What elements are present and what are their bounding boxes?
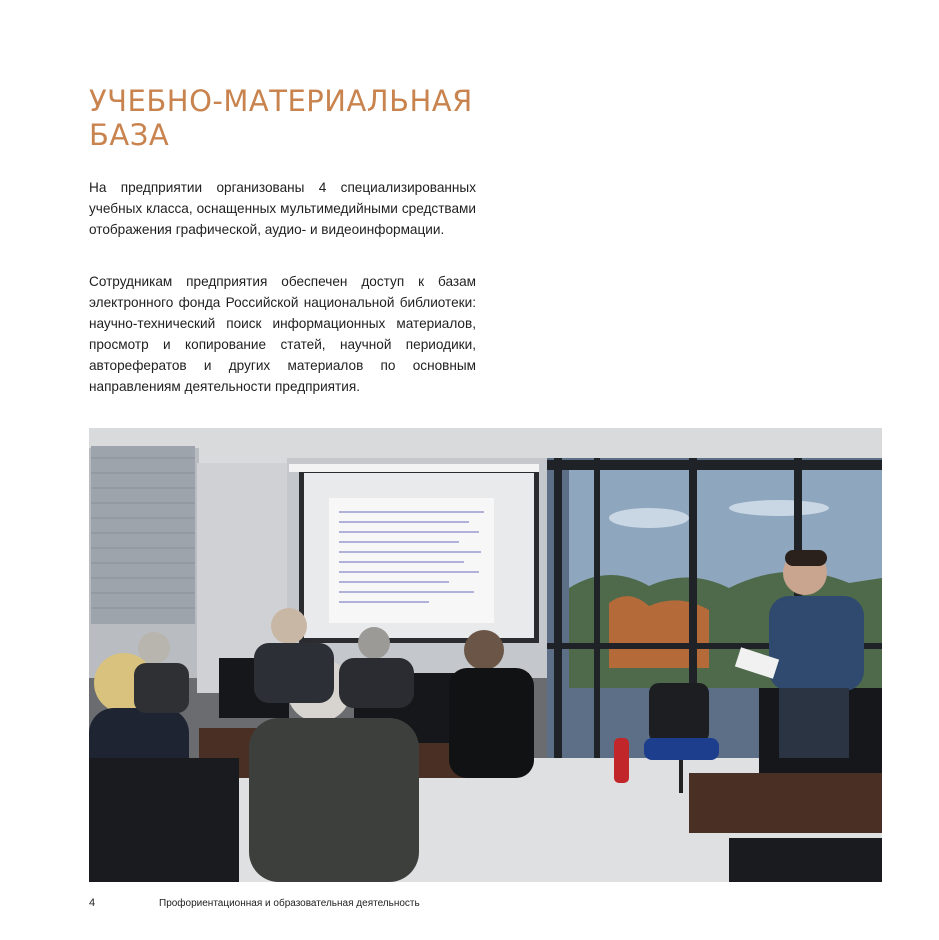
section-heading xyxy=(89,84,473,152)
page-number: 4 xyxy=(89,897,96,909)
paragraph-library-access: Сотрудникам предприятия обеспечен доступ к базам электронного фонда Российской национальной библиотеки: научно-технический поиск информационных материалов, просмотр и копирование статей, научной периодики, авторефератов и других материалов по основным направлениям деятельности предприятия. xyxy=(89,274,476,394)
classroom-photo xyxy=(89,428,882,882)
section-heading-line-2: БАЗА xyxy=(89,118,170,152)
section-heading-line-1: УЧЕБНО-МАТЕРИАЛЬНАЯ xyxy=(89,84,473,118)
footer-section-title: Профориентационная и образовательная деятельность xyxy=(159,898,420,909)
paragraph-classes: На предприятии организованы 4 специализированных учебных класса, оснащенных мультимедийными средствами отображения графической, аудио- и видеоинформации. xyxy=(89,180,476,237)
